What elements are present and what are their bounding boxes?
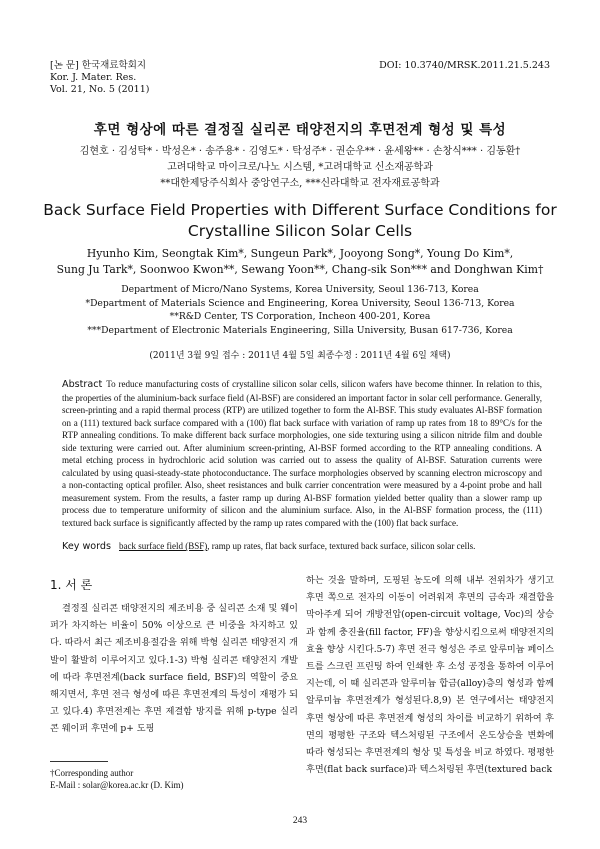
affiliation-english-1: Department of Micro/Nano Systems, Korea University, Seoul 136-713, Korea (121, 284, 479, 295)
journal-name-ko: [논 문] 한국재료학회지 (50, 60, 147, 71)
keywords (62, 541, 560, 552)
journal-volume: Vol. 21, No. 5 (2011) (50, 84, 150, 95)
abstract-label: Abstract (62, 379, 103, 390)
keywords-label: Key words (62, 541, 112, 552)
keyword-bsf: back surface field (BSF) (119, 541, 208, 551)
affiliation-english-3: **R&D Center, TS Corporation, Incheon 400-201, Korea (169, 311, 431, 323)
journal-name-en: Kor. J. Mater. Res. (50, 72, 137, 83)
corresponding-author-note: †Corresponding author (50, 768, 134, 778)
affiliation-korean-1: 고려대학교 마이크로/나노 시스템, *고려대학교 신소재공학과 (167, 162, 433, 173)
journal-header (50, 60, 149, 96)
authors-english-line-2: Sung Ju Tark*, Soonwoo Kwon**, Sewang Yoon**, Chang-sik Son*** and Donghwan Kim† (56, 263, 544, 276)
affiliations-english (30, 283, 570, 337)
title-english-line-1: Back Surface Field Properties with Different Surface Conditions for (43, 201, 557, 219)
authors-english-line-1: Hyunho Kim, Seongtak Kim*, Sungeun Park*, Jooyong Song*, Young Do Kim*, (86, 247, 514, 260)
received-dates: (2011년 3월 9일 접수 : 2011년 4월 5일 최종수정 : 2011년 4월 6일 채택) (149, 351, 451, 361)
authors-korean-block (30, 144, 570, 192)
doi: DOI: 10.3740/MRSK.2011.21.5.243 (379, 60, 550, 71)
corresponding-email: E-Mail : solar@korea.ac.kr (D. Kim) (50, 780, 184, 790)
body-column-right: 하는 것을 말하며, 도핑된 농도에 의해 내부 전위차가 생기고 후면 쪽으로 전자의 이동이 어려워져 후면의 금속과 재결합을 막아주게 되어 개방전압(open-circuit voltage, Voc)의 상승과 함께 충진율(fill factor, FF)을 향상시킴으로써 태양전지의 효율 향상 시킨다.5-7) 후면 전극 형성은 주로 알루미늄 페이스트를 스크린 프린팅 하여 인쇄한 후 소성 공정을 통하여 이루어지는데, 이 때 실리콘과 알루미늄 합금(alloy)층의 형성과 함께 알루미늄 후면전계가 형성된다.8,9) 본 연구에서는 태양전지 후면 형상에 따른 후면전계 형성의 차이를 비교하기 위하여 후면의 평평한 구조와 텍스처링된 구조에서 온도상승을 변화에 따라 형성되는 후면전계의 형상 및 특성을 비교 하였다. 평평한 후면(flat back surface)과 텍스처링된 후면(textured back (306, 576, 554, 776)
title-english-line-2: Crystalline Silicon Solar Cells (187, 222, 413, 240)
keywords-list: , ramp up rates, flat back surface, textured back surface, silicon solar cells. (207, 541, 476, 551)
affiliation-english-4: ***Department of Electronic Materials Engineering, Silla University, Busan 617-736, Korea (87, 324, 513, 336)
abstract-text: To reduce manufacturing costs of crystalline silicon solar cells, silicon wafers have become thinner. In relation to this, the properties of the aluminium-back surface field (Al-BSF) are considered an important factor in solar cell performance. Generally, screen-printing and a rapid thermal process (RTP) are utilized together to form the Al-BSF. This study evaluates Al-BSF formation on a (111) textured back surface compared with a (100) flat back surface with variation of ramp up rates from 18 to 89°C/s for the RTP annealing conditions. To make different back surface morphologies, one side texturing using a silicon nitride film and double side texturing were carried out. After aluminium screen-printing, Al-BSF formed according to the RTP annealing conditions. A metal etching process in hydrochloric acid solution was carried out to assess the quality of Al-BSF. Saturation currents were calculated by using quasi-steady-state photoconductance. The surface morphologies observed by scanning electron microscopy and a non-contacting optical profiler. Also, sheet resistances and bulk carrier concentration were measured by a 4-point probe and hall measurement system. From the results, a faster ramp up during Al-BSF formation yielded better quality than a slower ramp up process due to temperature uniformity of silicon and the aluminium surface. Also, in the Al-BSF formation process, the (111) textured back surface is significantly affected by the ramp up rates compared with the (100) flat back surface. (62, 379, 542, 528)
authors-english (30, 246, 570, 278)
authors-korean: 김현호 · 김성탁* · 박성은* · 송주용* · 김영도* · 탁성주* · 권순우** · 윤세왕** · 손창식*** · 김동환† (79, 146, 521, 157)
footnote-divider (50, 761, 108, 762)
body-column-left: 결정질 실리콘 태양전지의 제조비용 중 실리콘 소재 및 웨이퍼가 차지하는 비율이 50% 이상으로 큰 비중을 차지하고 있다. 따라서 최근 제조비용절감을 위해 박형 실리콘 태양전지 개발이 활발히 이루어지고 있다.1-3) 박형 실리콘 태양전지 개발에 따라 후면전계(back surface field, BSF)의 역할이 중요해지면서, 후면 전극 형성에 따른 후면전계의 특성이 재평가 되고 있다.4) 후면전계는 후면 제결함 방지를 위해 p-type 실리콘 웨이퍼 후면에 p+ 도핑 (50, 604, 298, 735)
title-korean: 후면 형상에 따른 결정질 실리콘 태양전지의 후면전계 형성 및 특성 (93, 122, 507, 138)
section-heading-introduction: 1. 서 론 (50, 578, 93, 592)
footnote (50, 767, 184, 791)
abstract (62, 378, 542, 529)
affiliation-english-2: *Department of Materials Science and Engineering, Korea University, Seoul 136-713, Korea (85, 297, 515, 309)
affiliation-korean-2: **대한제당주식회사 중앙연구소, ***신라대학교 전자재료공학과 (160, 178, 440, 189)
page-number: 243 (292, 816, 308, 826)
title-english (30, 200, 570, 242)
